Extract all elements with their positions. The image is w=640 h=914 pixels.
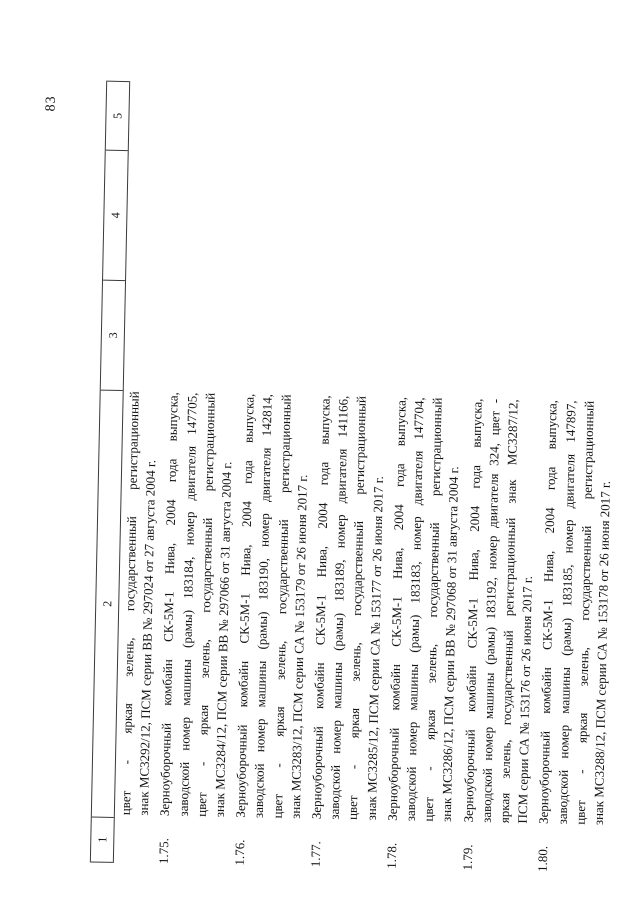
description-line: знак МС3284/12, ПСМ серии ВВ № 297066 от 31 августа 2004 г. xyxy=(211,461,235,818)
row-number: 1.77. xyxy=(307,841,324,868)
description-line: заводской номер машины (рамы) 183184, номер двигателя 147705, xyxy=(175,392,200,817)
row-description xyxy=(156,392,238,817)
description-line: цвет - яркая зелень, государственный регистрационный xyxy=(193,392,218,817)
description-line: цвет - яркая зелень, государственный регистрационный xyxy=(345,395,370,821)
description-line: Зерноуборочный комбайн СК-5М-1 Нива, 2004 года выпуска, xyxy=(308,395,333,820)
row-number: 1.78. xyxy=(383,842,400,869)
row-description xyxy=(232,394,314,819)
row-number: 1.76. xyxy=(232,839,248,866)
description-line: ПСМ серии СА № 153176 от 26 июня 2017 г. xyxy=(515,575,536,824)
row-number: 1.80. xyxy=(535,845,551,873)
description-line: заводской номер машины (рамы) 183192, номер двигателя 324, цвет - xyxy=(478,398,503,823)
row-number: 1.79. xyxy=(459,844,475,871)
description-line: цвет - яркая зелень, государственный регистрационный xyxy=(572,400,597,825)
row-description xyxy=(535,400,617,825)
description-line: знак МС3285/12, ПСМ серии СА № 153177 от 26 июня 2017 г. xyxy=(363,475,386,821)
table-row xyxy=(307,85,396,868)
table-row xyxy=(383,87,472,870)
table-row xyxy=(231,84,320,867)
table-row xyxy=(458,88,547,871)
row-description xyxy=(308,395,390,820)
description-line: яркая зелень, государственный регистрационный знак МС3287/12, xyxy=(496,399,521,824)
row-description xyxy=(459,398,541,823)
page-number: 83 xyxy=(43,95,59,112)
description-line: заводской номер машины (рамы) 183185, номер двигателя 147897, xyxy=(554,400,579,825)
description-line: цвет - яркая зелень, государственный регистрационный xyxy=(269,394,294,819)
table-row xyxy=(155,82,244,865)
description-line: цвет - яркая зелень, государственный регистрационный xyxy=(421,397,445,822)
row-description xyxy=(384,397,466,822)
table-body xyxy=(116,81,627,873)
column-header-5: 5 xyxy=(106,81,129,151)
description-line: Зерноуборочный комбайн СК-5М-1 Нива, 2004 года выпуска, xyxy=(233,393,257,818)
description-line: Зерноуборочный комбайн СК-5М-1 Нива, 2004 года выпуска, xyxy=(157,391,182,817)
description-line: знак МС3288/12, ПСМ серии СА № 153178 от 26 июня 2017 г. xyxy=(590,480,614,826)
description-line: Зерноуборочный комбайн СК-5М-1 Нива, 2004 года выпуска, xyxy=(460,398,485,823)
description-line: заводской номер машины (рамы) 183183, номер двигателя 147704, xyxy=(402,397,427,822)
description-line: цвет - яркая зелень, государственный регистрационный xyxy=(117,391,142,816)
column-header-3: 3 xyxy=(101,281,125,391)
description-line: знак МС3283/12, ПСМ серии СА № 153179 от 26 июня 2017 г. xyxy=(287,474,310,819)
column-header-4: 4 xyxy=(103,151,128,281)
row-number xyxy=(116,815,117,863)
description-line: знак МС3286/12, ПСМ серии ВВ № 297068 от 31 августа 2004 г. xyxy=(439,466,462,823)
description-line: Зерноуборочный комбайн СК-5М-1 Нива, 2004 года выпуска, xyxy=(384,396,409,821)
description-line: Зерноуборочный комбайн СК-5М-1 Нива, 2004 года выпуска, xyxy=(536,399,561,825)
table-row xyxy=(534,90,623,873)
row-number: 1.75. xyxy=(156,837,172,865)
column-header-1: 1 xyxy=(91,817,114,862)
description-line: знак МС3292/12, ПСМ серии ВВ № 297024 от 27 августа 2004 г. xyxy=(136,459,159,816)
description-line: заводской номер машины (рамы) 183189, номер двигателя 141166, xyxy=(327,395,351,820)
column-header-2: 2 xyxy=(92,391,123,818)
description-line: заводской номер машины (рамы) 183190, номер двигателя 142814, xyxy=(251,393,276,819)
row-description xyxy=(117,391,162,816)
